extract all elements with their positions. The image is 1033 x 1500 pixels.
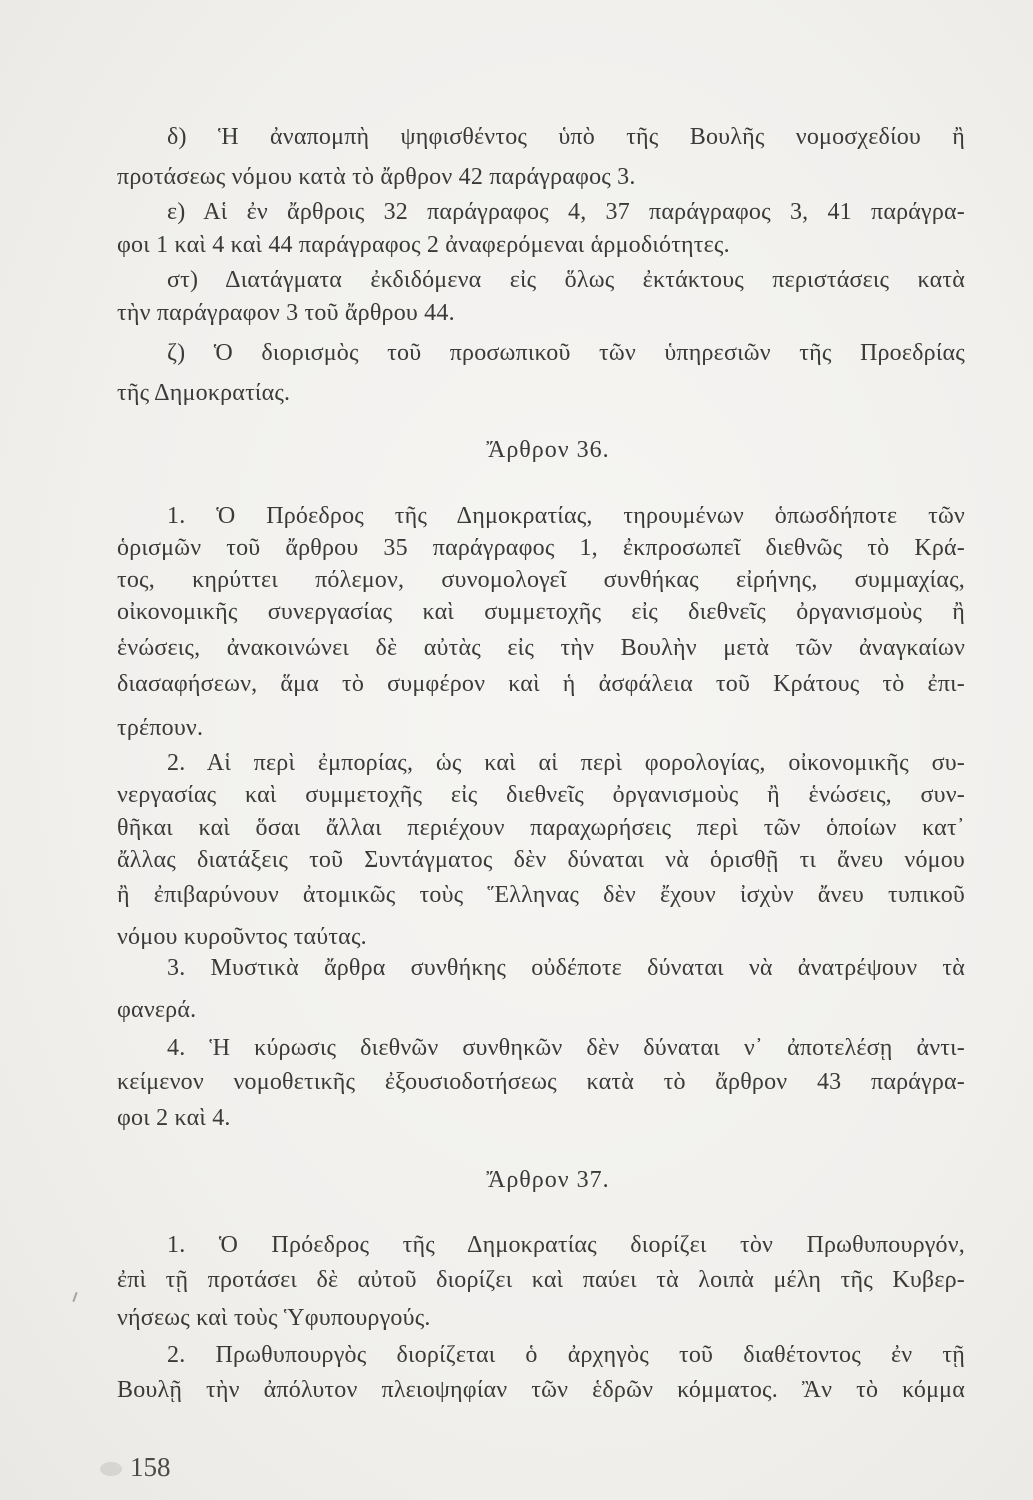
text-line: ἄλλας διατάξεις τοῦ Συντάγματος δὲν δύναται νὰ ὁρισθῇ τι ἄνευ νόμου	[117, 847, 965, 873]
article-heading: Ἄρθρον 37.	[486, 1167, 610, 1193]
text-line: 2. Αἱ περὶ ἐμπορίας, ὡς καὶ αἱ περὶ φορολογίας, οἰκονομικῆς συ-	[167, 750, 965, 776]
text-line: προτάσεως νόμου κατὰ τὸ ἄρθρον 42 παράγραφος 3.	[117, 164, 636, 190]
text-line: 4. Ἡ κύρωσις διεθνῶν συνθηκῶν δὲν δύναται ν᾿ ἀποτελέσῃ ἀντι-	[167, 1035, 965, 1061]
ink-smudge	[100, 1462, 122, 1476]
text-line: 3. Μυστικὰ ἄρθρα συνθήκης οὐδέποτε δύναται νὰ ἀνατρέψουν τὰ	[167, 955, 965, 981]
text-line: ἢ ἐπιβαρύνουν ἀτομικῶς τοὺς Ἕλληνας δὲν ἔχουν ἰσχὺν ἄνευ τυπικοῦ	[117, 882, 965, 908]
text-line: 1. Ὁ Πρόεδρος τῆς Δημοκρατίας, τηρουμένων ὁπωσδήποτε τῶν	[167, 503, 965, 529]
text-line: θῆκαι καὶ ὅσαι ἄλλαι περιέχουν παραχωρήσεις περὶ τῶν ὁποίων κατ᾿	[117, 815, 965, 841]
text-line: κείμενον νομοθετικῆς ἐξουσιοδοτήσεως κατὰ τὸ ἄρθρον 43 παράγρα-	[117, 1069, 965, 1095]
text-line: τρέπουν.	[117, 715, 204, 741]
margin-mark	[72, 1292, 77, 1302]
page-number: 158	[130, 1452, 171, 1482]
text-line: φοι 1 καὶ 4 καὶ 44 παράγραφος 2 ἀναφερόμεναι ἁρμοδιότητες.	[117, 232, 730, 258]
text-line: δ) Ἡ ἀναπομπὴ ψηφισθέντος ὑπὸ τῆς Βουλῆς νομοσχεδίου ἢ	[167, 124, 965, 150]
text-line: φοι 2 καὶ 4.	[117, 1105, 231, 1131]
text-line: φανερά.	[117, 997, 197, 1023]
text-line: ὁρισμῶν τοῦ ἄρθρου 35 παράγραφος 1, ἐκπροσωπεῖ διεθνῶς τὸ Κρά-	[117, 535, 965, 561]
text-line: τὴν παράγραφον 3 τοῦ ἄρθρου 44.	[117, 300, 455, 326]
text-line: νεργασίας καὶ συμμετοχῆς εἰς διεθνεῖς ὀργανισμοὺς ἢ ἑνώσεις, συν-	[117, 782, 965, 808]
text-line: ε) Αἱ ἐν ἄρθροις 32 παράγραφος 4, 37 παράγραφος 3, 41 παράγρα-	[167, 199, 965, 225]
text-line: ζ) Ὁ διορισμὸς τοῦ προσωπικοῦ τῶν ὑπηρεσιῶν τῆς Προεδρίας	[167, 340, 965, 366]
text-line: τος, κηρύττει πόλεμον, συνομολογεῖ συνθήκας εἰρήνης, συμμαχίας,	[117, 567, 965, 593]
text-line: τῆς Δημοκρατίας.	[117, 380, 291, 406]
text-line: ἑνώσεις, ἀνακοινώνει δὲ αὐτὰς εἰς τὴν Βουλὴν μετὰ τῶν ἀναγκαίων	[117, 635, 965, 661]
text-line: 1. Ὁ Πρόεδρος τῆς Δημοκρατίας διορίζει τὸν Πρωθυπουργόν,	[167, 1232, 965, 1258]
text-line: νόμου κυροῦντος ταύτας.	[117, 924, 367, 950]
text-line: νήσεως καὶ τοὺς Ὑφυπουργούς.	[117, 1305, 431, 1331]
text-line: Βουλῇ τὴν ἀπόλυτον πλειοψηφίαν τῶν ἑδρῶν κόμματος. Ἂν τὸ κόμμα	[117, 1377, 965, 1403]
text-line: στ) Διατάγματα ἐκδιδόμενα εἰς ὅλως ἐκτάκτους περιστάσεις κατὰ	[167, 267, 965, 293]
text-line: ἐπὶ τῇ προτάσει δὲ αὐτοῦ διορίζει καὶ παύει τὰ λοιπὰ μέλη τῆς Κυβερ-	[117, 1267, 965, 1293]
article-heading: Ἄρθρον 36.	[486, 437, 610, 463]
text-line: διασαφήσεων, ἅμα τὸ συμφέρον καὶ ἡ ἀσφάλεια τοῦ Κράτους τὸ ἐπι-	[117, 671, 965, 697]
text-line: οἰκονομικῆς συνεργασίας καὶ συμμετοχῆς εἰς διεθνεῖς ὀργανισμοὺς ἢ	[117, 599, 965, 625]
text-line: 2. Πρωθυπουργὸς διορίζεται ὁ ἀρχηγὸς τοῦ διαθέτοντος ἐν τῇ	[167, 1342, 965, 1368]
